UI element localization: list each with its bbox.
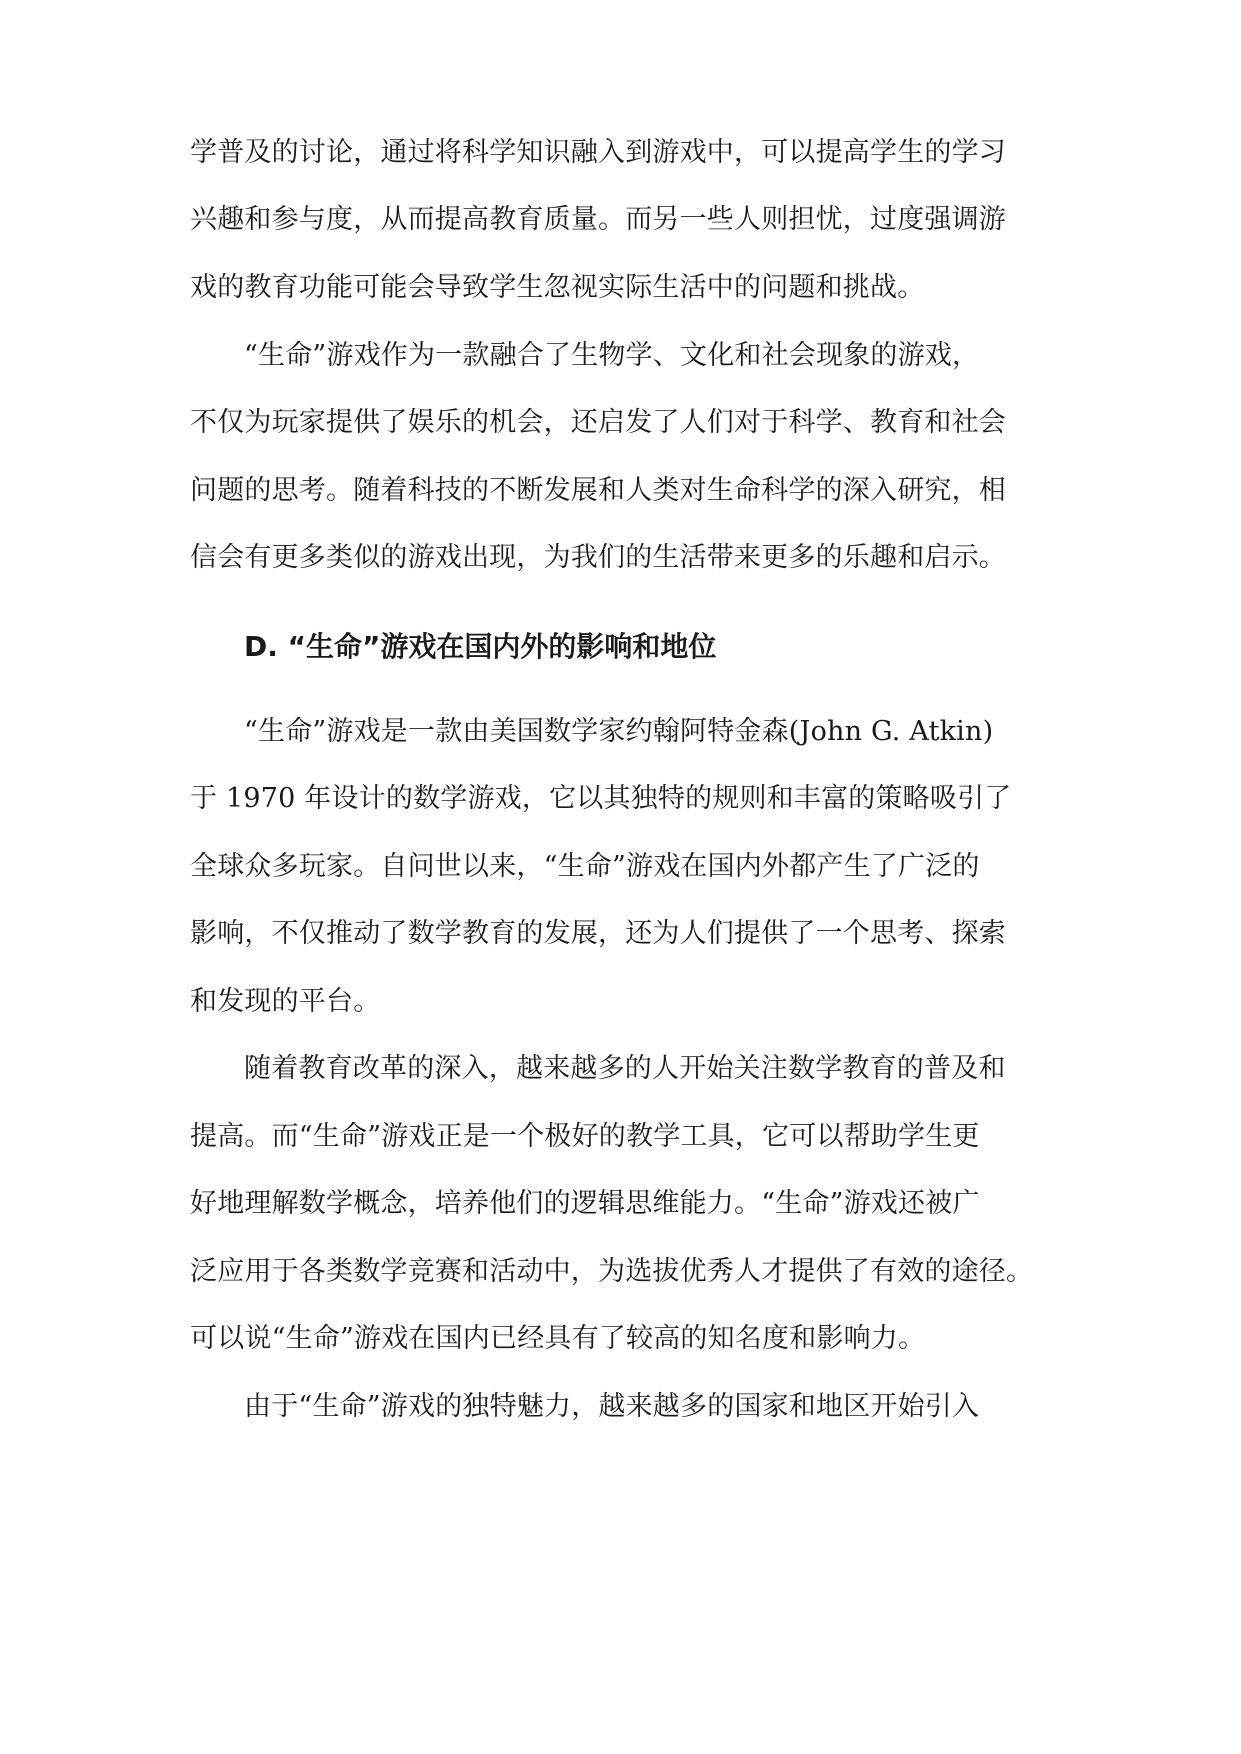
paragraph-line: 兴趣和参与度，从而提高教育质量。而另一些人则担忧，过度强调游 bbox=[190, 204, 1006, 235]
paragraph-line: 随着教育改革的深入，越来越多的人开始关注数学教育的普及和 bbox=[244, 1053, 1006, 1084]
paragraph-line: 可以说“生命”游戏在国内已经具有了较高的知名度和影响力。 bbox=[190, 1323, 926, 1354]
paragraph-line: 好地理解数学概念，培养他们的逻辑思维能力。“生命”游戏还被广 bbox=[190, 1188, 980, 1219]
paragraph-line: 问题的思考。随着科技的不断发展和人类对生命科学的深入研究，相 bbox=[190, 475, 1006, 506]
paragraph-line: 学普及的讨论，通过将科学知识融入到游戏中，可以提高学生的学习 bbox=[190, 137, 1006, 168]
paragraph-line: 泛应用于各类数学竞赛和活动中，为选拔优秀人才提供了有效的途径。 bbox=[190, 1256, 1034, 1287]
section-heading: D. “生命”游戏在国内外的影响和地位 bbox=[244, 630, 717, 663]
paragraph-line: “生命”游戏作为一款融合了生物学、文化和社会现象的游戏， bbox=[244, 340, 980, 371]
paragraph-line: “生命”游戏是一款由美国数学家约翰阿特金森(John G. Atkin) bbox=[244, 716, 994, 747]
paragraph-line: 和发现的平台。 bbox=[190, 986, 381, 1017]
paragraph-line: 于 1970 年设计的数学游戏，它以其独特的规则和丰富的策略吸引了 bbox=[190, 783, 1012, 814]
paragraph-line: 信会有更多类似的游戏出现，为我们的生活带来更多的乐趣和启示。 bbox=[190, 542, 1006, 573]
paragraph-line: 戏的教育功能可能会导致学生忽视实际生活中的问题和挑战。 bbox=[190, 272, 925, 303]
paragraph-line: 不仅为玩家提供了娱乐的机会，还启发了人们对于科学、教育和社会 bbox=[190, 407, 1006, 438]
paragraph-line: 由于“生命”游戏的独特魅力，越来越多的国家和地区开始引入 bbox=[244, 1391, 980, 1422]
paragraph-line: 提高。而“生命”游戏正是一个极好的教学工具，它可以帮助学生更 bbox=[190, 1121, 980, 1152]
paragraph-line: 全球众多玩家。自问世以来，“生命”游戏在国内外都产生了广泛的 bbox=[190, 851, 980, 882]
paragraph-line: 影响，不仅推动了数学教育的发展，还为人们提供了一个思考、探索 bbox=[190, 918, 1006, 949]
